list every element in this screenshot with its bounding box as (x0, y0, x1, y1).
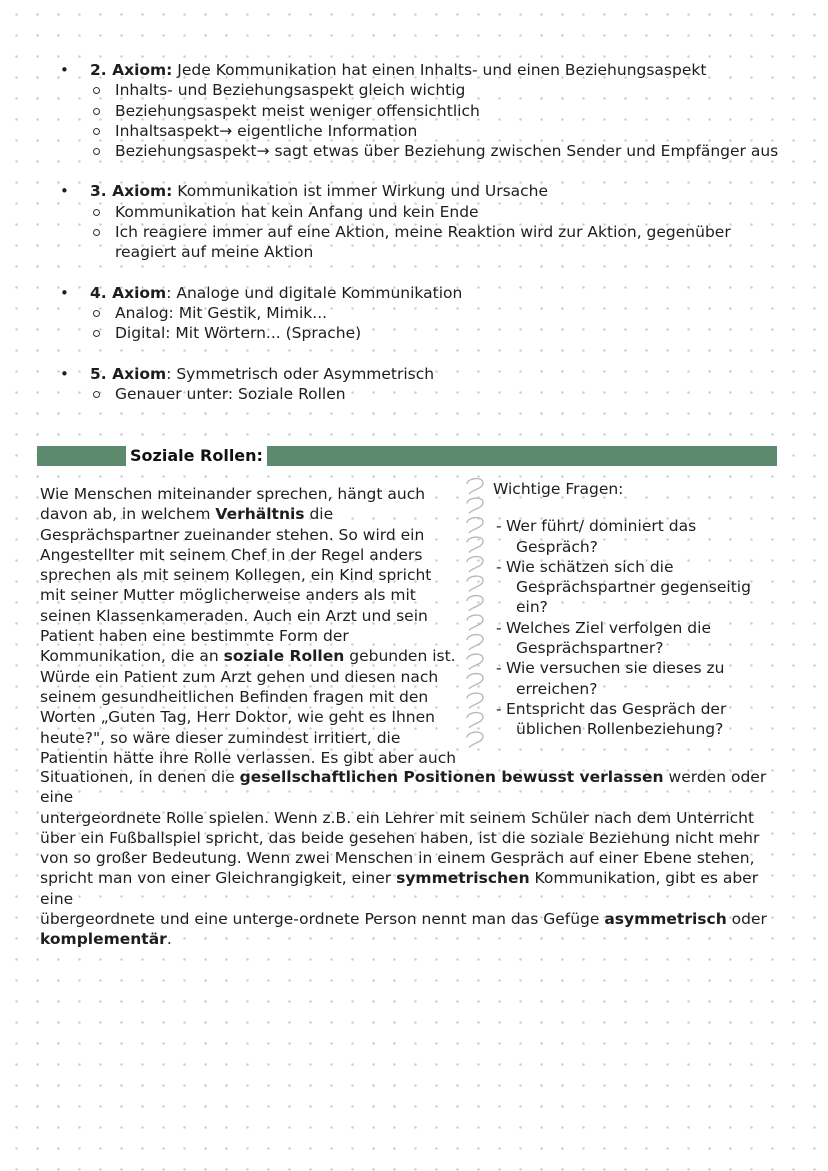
text-line (40, 626, 460, 646)
text-line (40, 728, 460, 748)
emphasis: asymmetrisch (604, 910, 727, 929)
axiom-subpoint: Ich reagiere immer auf eine Aktion, meine Reaktion wird zur Aktion, gegenüber (60, 222, 800, 242)
text-line (40, 504, 460, 524)
text-line (40, 828, 790, 848)
axiom-text: : Analoge und digitale Kommunikation (166, 283, 463, 302)
question-item (493, 516, 778, 536)
axiom-subpoint: Inhaltsaspekt→ eigentliche Information (60, 121, 800, 141)
text-segment: Worten „Guten Tag, Herr Doktor, wie geht es Ihnen (40, 708, 435, 727)
text-line (40, 909, 790, 929)
axiom-block (60, 181, 800, 262)
question-item (493, 699, 778, 719)
question-text: Wer führt/ dominiert das (506, 517, 697, 536)
question-item (493, 679, 778, 699)
question-text: Entspricht das Gespräch der (506, 699, 727, 718)
text-segment: die (304, 505, 334, 524)
question-item (493, 618, 778, 638)
text-line (40, 707, 460, 727)
spiral-loop (467, 713, 483, 728)
question-text: Wie versuchen sie dieses zu (506, 659, 725, 678)
axiom-text: Jede Kommunikation hat einen Inhalts- und einen Beziehungsaspekt (172, 61, 707, 79)
axiom-block (60, 60, 800, 161)
paragraph-left (40, 484, 460, 768)
text-segment: oder (726, 910, 767, 929)
axiom-text: Kommunikation ist immer Wirkung und Ursache (172, 182, 549, 201)
text-line (40, 868, 790, 909)
axiom-subpoint: reagiert auf meine Aktion (115, 243, 314, 262)
question-item (493, 719, 778, 739)
dash-marker: - (496, 557, 502, 576)
axiom-subpoint: Kommunikation hat kein Anfang und kein Ende (60, 202, 800, 222)
spiral-loop (467, 635, 483, 650)
text-segment: Angestellter mit seinem Chef in der Regel anders (40, 545, 423, 564)
text-segment: Patientin hätte ihre Rolle verlassen. Es gibt aber auch (40, 748, 457, 767)
text-segment: werden oder eine (40, 768, 767, 807)
axiom-subpoint: Beziehungsaspekt→ sagt etwas über Beziehung zwischen Sender und Empfänger aus (60, 141, 800, 161)
dash-marker: - (496, 699, 502, 718)
axiom-subpoint: Beziehungsaspekt meist weniger offensichtlich (60, 101, 800, 121)
text-segment: davon ab, in welchem (40, 505, 216, 524)
text-line (40, 767, 790, 808)
spiral-loop (467, 557, 483, 572)
emphasis: komplementär (40, 930, 167, 949)
spiral-loop (467, 732, 483, 747)
text-segment: Kommunikation, gibt es aber eine (40, 869, 759, 908)
emphasis: Verhältnis (215, 505, 305, 524)
axiom-heading (60, 283, 800, 303)
axiom-heading (60, 364, 800, 384)
text-segment: Gesprächspartner zueinander stehen. So wird ein (40, 525, 425, 544)
axiom-title: 4. Axiom (90, 283, 167, 302)
axiom-subpoint: Digital: Mit Wörtern... (Sprache) (60, 323, 800, 343)
text-line (40, 748, 460, 768)
axiom-heading (60, 60, 800, 80)
text-line (40, 848, 790, 868)
spiral-loop (467, 674, 483, 689)
emphasis: soziale Rollen (223, 647, 345, 666)
axiom-block (60, 364, 800, 405)
text-segment: mit seiner Mutter möglicherweise anders als mit (40, 586, 416, 605)
spiral-loop (467, 518, 483, 533)
spiral-loop (467, 654, 483, 669)
dash-marker: - (496, 659, 502, 678)
axiom-subpoint: Inhalts- und Beziehungsaspekt gleich wichtig (60, 80, 800, 100)
spiral-loop (467, 537, 483, 552)
text-segment: seinem gesundheitlichen Befinden fragen mit den (40, 687, 429, 706)
text-line (40, 667, 460, 687)
text-line (40, 484, 460, 504)
question-item (493, 638, 778, 658)
text-segment: . (166, 930, 172, 949)
emphasis: symmetrischen (396, 869, 530, 888)
question-item (493, 597, 778, 617)
text-segment: untergeordnete Rolle spielen. Wenn z.B. ein Lehrer mit seinem Schüler nach dem Unterricht (40, 808, 755, 827)
question-text: Gesprächspartner gegenseitig (516, 578, 751, 597)
axioms-list (60, 60, 800, 424)
text-segment: spricht man von einer Gleichrangigkeit, einer (40, 869, 397, 888)
section-title: Soziale Rollen: (126, 446, 267, 466)
text-segment: Patient haben eine bestimmte Form der (40, 627, 349, 646)
question-item (493, 658, 778, 678)
text-line (40, 646, 460, 666)
dash-marker: - (496, 517, 502, 536)
question-item (493, 537, 778, 557)
text-segment: sprechen als mit seinem Kollegen, ein Kind spricht (40, 566, 432, 585)
text-line (40, 929, 790, 949)
question-item (493, 577, 778, 597)
axiom-text: : Symmetrisch oder Asymmetrisch (166, 364, 435, 383)
spiral-loop (467, 615, 483, 630)
axiom-subpoint: Genauer unter: Soziale Rollen (60, 384, 800, 404)
spiral-loop (467, 576, 483, 591)
questions-box (493, 479, 778, 740)
text-line (40, 808, 790, 828)
text-segment: übergeordnete und eine unterge-ordnete Person nennt man das Gefüge (40, 910, 605, 929)
emphasis: gesellschaftlichen Positionen bewusst verlassen (239, 768, 664, 786)
axiom-subpoint: Analog: Mit Gestik, Mimik... (60, 303, 800, 323)
question-text: Gesprächspartner? (516, 639, 664, 658)
question-item (493, 557, 778, 577)
text-segment: von so großer Bedeutung. Wenn zwei Menschen in einem Gespräch auf einer Ebene stehen, (40, 849, 755, 868)
text-line (40, 545, 460, 565)
text-segment: heute?", so wäre dieser zumindest irritiert, die (40, 728, 401, 747)
spiral-binding-decoration (463, 474, 491, 752)
text-line (40, 687, 460, 707)
text-segment: seinen Klassenkameraden. Auch ein Arzt und sein (40, 606, 428, 625)
text-line (40, 525, 460, 545)
axiom-heading (60, 181, 800, 201)
text-line (40, 585, 460, 605)
text-segment: Würde ein Patient zum Arzt gehen und diesen nach (40, 667, 439, 686)
question-text: üblichen Rollenbeziehung? (516, 720, 724, 739)
text-line (40, 565, 460, 585)
spiral-loop (467, 693, 483, 708)
questions-title: Wichtige Fragen: (493, 480, 624, 498)
dash-marker: - (496, 618, 502, 637)
question-text: Wie schätzen sich die (506, 557, 674, 576)
spiral-loop (467, 596, 483, 611)
text-line (40, 606, 460, 626)
text-segment: Situationen, in denen die (40, 768, 240, 786)
spiral-loop (467, 498, 483, 513)
question-text: ein? (516, 598, 548, 617)
axiom-title: 3. Axiom: (90, 182, 173, 201)
question-text: erreichen? (516, 679, 598, 698)
axiom-title: 5. Axiom (90, 364, 167, 383)
text-segment: über ein Fußballspiel spricht, das beide gesehen haben, ist die soziale Beziehung nicht mehr (40, 828, 760, 847)
axiom-block (60, 283, 800, 344)
text-segment: Wie Menschen miteinander sprechen, hängt auch (40, 485, 426, 503)
paragraph-full (40, 767, 790, 950)
text-segment: Kommunikation, die an (40, 647, 224, 666)
axiom-title: 2. Axiom: (90, 61, 173, 79)
question-text: Gespräch? (516, 537, 598, 556)
text-segment: gebunden ist. (344, 647, 456, 666)
question-text: Welches Ziel verfolgen die (506, 618, 711, 637)
spiral-loop (467, 479, 483, 494)
